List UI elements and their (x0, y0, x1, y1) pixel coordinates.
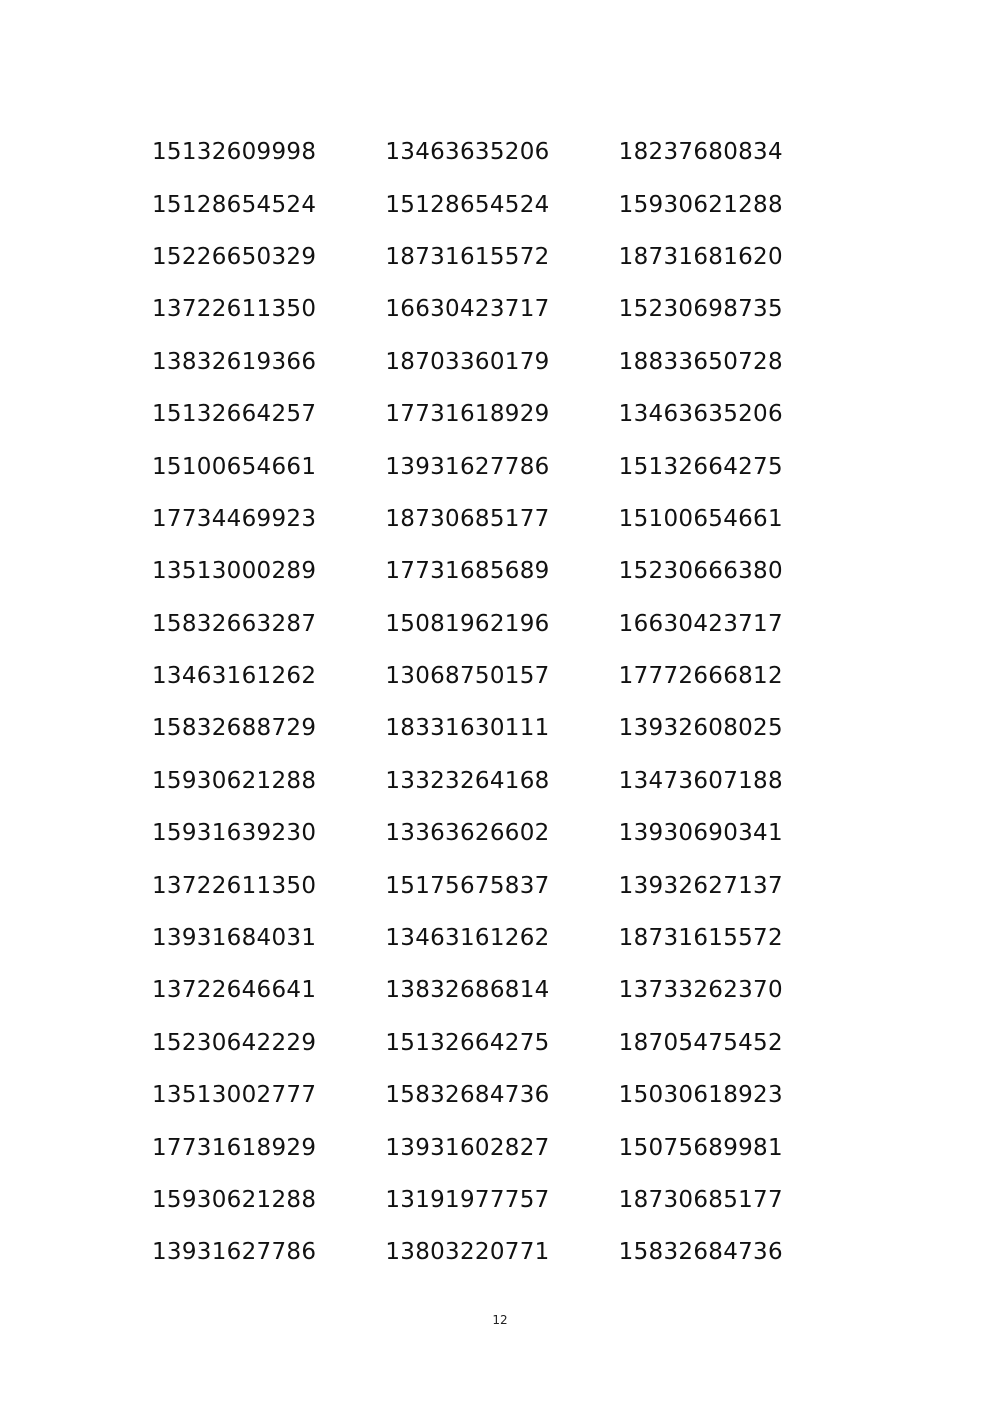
phone-number: 13513000289 (152, 558, 317, 585)
phone-number: 13932627137 (618, 872, 783, 899)
phone-number: 18731681620 (618, 243, 783, 270)
phone-number: 17734469923 (152, 505, 317, 532)
phone-number: 15132664275 (385, 1029, 550, 1056)
phone-number: 15100654661 (618, 505, 783, 532)
phone-number: 13191977757 (385, 1187, 550, 1213)
phone-number: 18731615572 (618, 925, 783, 952)
number-row (152, 1226, 852, 1278)
phone-number: 15832684736 (618, 1239, 783, 1266)
number-row (152, 650, 852, 702)
phone-number-list (152, 126, 852, 1279)
phone-number: 17772666812 (618, 663, 783, 690)
number-row (152, 1069, 852, 1121)
number-row (152, 859, 852, 911)
phone-number: 15132664257 (152, 401, 317, 428)
phone-number: 13722646641 (152, 977, 317, 1004)
phone-number: 13931684031 (152, 925, 317, 952)
phone-number: 15128654524 (152, 191, 317, 218)
phone-number: 15128654524 (385, 191, 550, 218)
number-row (152, 598, 852, 650)
number-row (152, 178, 852, 230)
phone-number: 15081962196 (385, 610, 550, 637)
phone-number: 13931627786 (385, 453, 550, 480)
phone-number: 18703360179 (385, 348, 550, 375)
phone-number: 15132664275 (618, 453, 783, 480)
phone-number: 16630423717 (618, 610, 783, 637)
number-row (152, 231, 852, 283)
number-row (152, 702, 852, 754)
phone-number: 18730685177 (618, 1187, 783, 1213)
phone-number: 13832686814 (385, 977, 550, 1004)
phone-number: 13323264168 (385, 767, 550, 794)
number-row (152, 1174, 852, 1226)
number-row (152, 1121, 852, 1173)
phone-number: 15931639230 (152, 820, 317, 847)
phone-number: 15226650329 (152, 243, 317, 270)
phone-number: 17731685689 (385, 558, 550, 585)
phone-number: 15230698735 (618, 296, 783, 323)
phone-number: 15175675837 (385, 872, 550, 899)
phone-number: 17731618929 (385, 401, 550, 428)
phone-number: 15030618923 (618, 1082, 783, 1109)
phone-number: 15832663287 (152, 610, 317, 637)
page-number: 12 (492, 1313, 508, 1327)
number-row (152, 912, 852, 964)
phone-number: 13932608025 (618, 715, 783, 742)
number-row (152, 807, 852, 859)
phone-number: 18331630111 (385, 715, 550, 742)
number-row (152, 964, 852, 1016)
phone-number: 15832688729 (152, 715, 317, 742)
phone-number: 13733262370 (618, 977, 783, 1004)
phone-number: 18833650728 (618, 348, 783, 375)
phone-number: 13930690341 (618, 820, 783, 847)
phone-number: 15230666380 (618, 558, 783, 585)
number-row (152, 493, 852, 545)
phone-number: 16630423717 (385, 296, 550, 323)
phone-number: 15930621288 (618, 191, 783, 218)
phone-number: 15100654661 (152, 453, 317, 480)
number-row (152, 336, 852, 388)
phone-number: 18731615572 (385, 243, 550, 270)
phone-number: 13803220771 (385, 1239, 550, 1266)
phone-number: 15075689981 (618, 1134, 783, 1161)
phone-number: 15132609998 (152, 139, 317, 166)
phone-number: 13513002777 (152, 1082, 317, 1109)
phone-number: 13832619366 (152, 348, 317, 375)
phone-number: 13722611350 (152, 296, 317, 323)
phone-number: 18730685177 (385, 505, 550, 532)
phone-number: 13722611350 (152, 872, 317, 899)
phone-number: 15832684736 (385, 1082, 550, 1109)
number-row (152, 1017, 852, 1069)
phone-number: 13463635206 (618, 401, 783, 428)
phone-number: 15230642229 (152, 1029, 317, 1056)
phone-number: 13931602827 (385, 1134, 550, 1161)
phone-number: 13473607188 (618, 767, 783, 794)
phone-number: 15930621288 (152, 767, 317, 794)
phone-number: 17731618929 (152, 1134, 317, 1161)
phone-number: 15930621288 (152, 1187, 317, 1213)
number-row (152, 126, 852, 178)
phone-number: 13931627786 (152, 1239, 317, 1266)
number-row (152, 755, 852, 807)
phone-number: 18237680834 (618, 139, 783, 166)
phone-number: 18705475452 (618, 1029, 783, 1056)
phone-number: 13463161262 (152, 663, 317, 690)
number-row (152, 283, 852, 335)
number-row (152, 545, 852, 597)
number-row (152, 388, 852, 440)
phone-number: 13068750157 (385, 663, 550, 690)
number-row (152, 440, 852, 492)
phone-number: 13363626602 (385, 820, 550, 847)
phone-number: 13463635206 (385, 139, 550, 166)
phone-number: 13463161262 (385, 925, 550, 952)
